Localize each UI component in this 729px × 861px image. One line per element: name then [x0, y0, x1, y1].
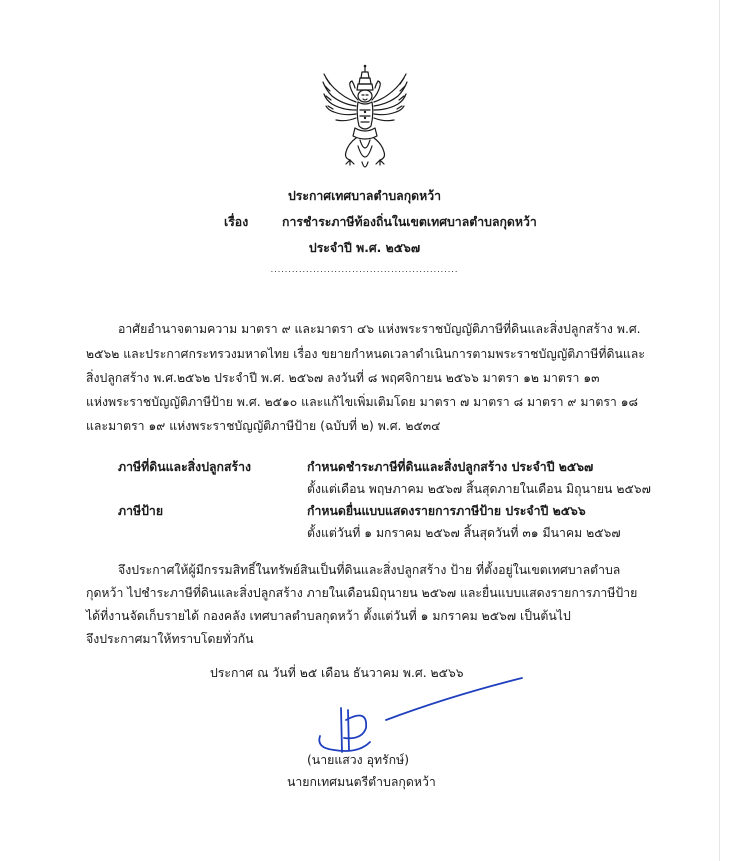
subject-prefix: เรื่อง — [224, 215, 249, 229]
para1-line-3: สิ่งปลูกสร้าง พ.ศ.๒๕๖๒ ประจำปี พ.ศ. ๒๕๖๗ ลงวันที่ ๘ พฤศจิกายน ๒๕๖๖ มาตรา ๑๒ มาตรา ๑๓ — [86, 371, 600, 385]
announcement-date: ประกาศ ณ วันที่ ๒๕ เดือน ธันวาคม พ.ศ. ๒๕๖๖ — [210, 666, 464, 680]
para1-line-4: แห่งพระราชบัญญัติภาษีป้าย พ.ศ. ๒๕๑๐ และแก้ไขเพิ่มเติมโดย มาตรา ๗ มาตรา ๘ มาตรา ๙ มาตรา ๑๘ — [86, 395, 639, 409]
signature-icon — [310, 672, 530, 762]
land-tax-schedule: กำหนดชำระภาษีที่ดินและสิ่งปลูกสร้าง ประจำปี ๒๕๖๗ — [307, 460, 594, 474]
para1-line-1: อาศัยอำนาจตามความ มาตรา ๙ และมาตรา ๔๖ แห่งพระราชบัญญัติภาษีที่ดินและสิ่งปลูกสร้าง พ.ศ. — [118, 322, 641, 336]
land-tax-label: ภาษีที่ดินและสิ่งปลูกสร้าง — [118, 460, 251, 474]
sign-tax-label: ภาษีป้าย — [118, 504, 164, 518]
header-separator: ..................................................... — [270, 265, 459, 274]
garuda-emblem-icon — [322, 64, 408, 176]
signer-position: นายกเทศมนตรีตำบลกุดหว้า — [287, 775, 436, 789]
para2-line-3: ได้ที่งานจัดเก็บรายได้ กองคลัง เทศบาลตำบลกุดหว้า ตั้งแต่วันที่ ๑ มกราคม ๒๕๖๗ เป็นต้นไป — [86, 609, 571, 623]
sign-tax-schedule: กำหนดยื่นแบบแสดงรายการภาษีป้าย ประจำปี ๒๕๖๖ — [307, 504, 586, 518]
header-year: ประจำปี พ.ศ. ๒๕๖๗ — [308, 241, 421, 255]
signer-name: (นายแสวง อุทรักษ์) — [307, 753, 410, 767]
para2-line-2: กุดหว้า ไปชำระภาษีที่ดินและสิ่งปลูกสร้าง ภายในเดือนมิถุนายน ๒๕๖๗ และยื่นแบบแสดงรายการภาษีป้าย — [86, 586, 638, 600]
header-org: ประกาศเทศบาลตำบลกุดหว้า — [287, 189, 442, 203]
sign-tax-period: ตั้งแต่วันที่ ๑ มกราคม ๒๕๖๗ สิ้นสุดวันที่ ๓๑ มีนาคม ๒๕๖๗ — [307, 526, 621, 540]
para1-line-5: และมาตรา ๑๙ แห่งพระราชบัญญัติภาษีป้าย (ฉบับที่ ๒) พ.ศ. ๒๕๓๔ — [86, 419, 441, 433]
para1-line-2: ๒๕๖๒ และประกาศกระทรวงมหาดไทย เรื่อง ขยายกำหนดเวลาดำเนินการตามพระราชบัญญัติภาษีที่ดินและ — [86, 347, 645, 361]
para2-line-1: จึงประกาศให้ผู้มีกรรมสิทธิ์ในทรัพย์สินเป็นที่ดินและสิ่งปลูกสร้าง ป้าย ที่ตั้งอยู่ในเขตเทศบาลตำบล — [118, 563, 621, 577]
header-subject: การชำระภาษีท้องถิ่นในเขตเทศบาลตำบลกุดหว้า — [282, 215, 537, 229]
para2-line-4: จึงประกาศมาให้ทราบโดยทั่วกัน — [86, 632, 254, 646]
land-tax-period: ตั้งแต่เดือน พฤษภาคม ๒๕๖๗ สิ้นสุดภายในเดือน มิถุนายน ๒๕๖๗ — [307, 482, 651, 496]
